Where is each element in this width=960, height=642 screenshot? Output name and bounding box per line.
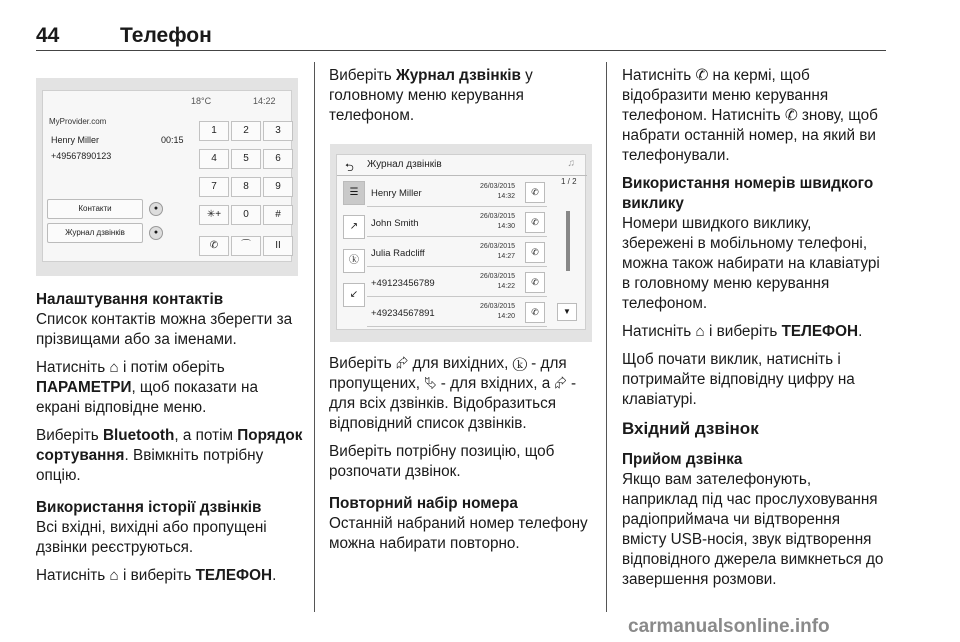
outgoing-calls-icon[interactable]: ↗ bbox=[343, 215, 365, 239]
column-1 bbox=[36, 290, 306, 594]
call-log-row[interactable] bbox=[367, 179, 547, 207]
watermark: carmanualsonline.info bbox=[628, 616, 830, 637]
column-divider bbox=[314, 62, 315, 612]
call-log-datetime: 26/03/2015 14:27 bbox=[479, 243, 515, 260]
hangup-icon[interactable]: ⌒ bbox=[231, 236, 261, 256]
missed-calls-icon[interactable]: ⓚ bbox=[343, 249, 365, 273]
keypad-key[interactable]: 5 bbox=[231, 149, 261, 169]
speaker-icon[interactable]: ● bbox=[149, 226, 163, 240]
call-log-name: Henry Miller bbox=[371, 188, 422, 199]
paragraph: Список контактів можна зберегти за прізвищами або за іменами. bbox=[36, 311, 293, 348]
mute-icon[interactable]: ● bbox=[149, 202, 163, 216]
keypad-key[interactable]: 0 bbox=[231, 205, 261, 225]
call-log-title: Журнал дзвінків bbox=[367, 159, 442, 170]
call-log-name: +49234567891 bbox=[371, 308, 435, 319]
page-indicator: 1 / 2 bbox=[561, 177, 577, 186]
home-icon: ⌂ bbox=[109, 567, 119, 584]
paragraph: Щоб почати виклик, натисніть і потримайте відповідну цифру на клавіатурі. bbox=[622, 351, 855, 408]
call-icon[interactable]: ✆ bbox=[525, 212, 545, 233]
keypad-key[interactable]: 7 bbox=[199, 177, 229, 197]
paragraph: Якщо вам зателефонують, наприклад під час прослуховування радіоприймача чи відтворення вмісту USB-носія, звук відтворення відповідного джерела вимкнеться до завершення розмови. bbox=[622, 471, 884, 588]
keypad-key[interactable]: 1 bbox=[199, 121, 229, 141]
paragraph: Виберіть ⮳ для вихідних, ⓚ - для пропущених, ⮱ - для вхідних, а ⮳ - для всіх дзвінків. Відобразиться відповідний список дзвінків. bbox=[329, 355, 577, 432]
call-log-datetime: 26/03/2015 14:20 bbox=[479, 303, 515, 320]
keypad-key[interactable]: # bbox=[263, 205, 293, 225]
scroll-down-icon[interactable]: ▼ bbox=[557, 303, 577, 321]
heading-contact-settings: Налаштування контактів bbox=[36, 291, 224, 308]
paragraph: Останній набраний номер телефону можна набирати повторно. bbox=[329, 515, 588, 552]
keypad-key[interactable]: 6 bbox=[263, 149, 293, 169]
call-log-row[interactable] bbox=[367, 299, 547, 327]
keypad-key[interactable]: 3 bbox=[263, 121, 293, 141]
scrollbar[interactable] bbox=[566, 211, 570, 271]
back-icon[interactable]: ⮌ bbox=[345, 162, 354, 174]
column-3 bbox=[622, 66, 886, 598]
temperature: 18°C bbox=[191, 96, 212, 106]
keypad-key[interactable]: 2 bbox=[231, 121, 261, 141]
keypad-key[interactable]: ✳+ bbox=[199, 205, 229, 225]
keypad-key[interactable]: 9 bbox=[263, 177, 293, 197]
heading-redial: Повторний набір номера bbox=[329, 495, 518, 512]
status-bar bbox=[43, 91, 293, 113]
call-icon[interactable]: ✆ bbox=[525, 272, 545, 293]
keypad-key[interactable]: 8 bbox=[231, 177, 261, 197]
call-log-row[interactable] bbox=[367, 209, 547, 237]
heading-incoming-call: Вхідний дзвінок bbox=[622, 419, 759, 438]
column-2-lower bbox=[329, 354, 599, 562]
call-log-datetime: 26/03/2015 14:22 bbox=[479, 273, 515, 290]
divider bbox=[337, 175, 587, 176]
paragraph: Номери швидкого виклику, збережені в мобільному телефоні, можна також набирати на клавіатурі в головному меню керування телефоном. bbox=[622, 215, 880, 312]
call-log-datetime: 26/03/2015 14:30 bbox=[479, 213, 515, 230]
keypad-key[interactable]: 4 bbox=[199, 149, 229, 169]
call-log-row[interactable] bbox=[367, 239, 547, 267]
header-divider bbox=[36, 50, 886, 51]
call-log-screenshot bbox=[330, 144, 592, 342]
all-calls-icon[interactable]: ☰ bbox=[343, 181, 365, 205]
pause-icon[interactable]: II bbox=[263, 236, 293, 256]
call-log-button[interactable]: Журнал дзвінків bbox=[47, 223, 143, 243]
paragraph: Натисніть ⌂ і потім оберіть ПАРАМЕТРИ, щоб показати на екрані відповідне меню. bbox=[36, 359, 258, 416]
paragraph: Натисніть ⌂ і виберіть ТЕЛЕФОН. bbox=[622, 323, 863, 340]
call-log-name: +49123456789 bbox=[371, 278, 435, 289]
incoming-calls-icon[interactable]: ↙ bbox=[343, 283, 365, 307]
page-title: Телефон bbox=[120, 24, 212, 47]
paragraph: Виберіть Bluetooth, а потім Порядок сортування. Ввімкніть потрібну опцію. bbox=[36, 427, 303, 484]
caller-name: Henry Miller bbox=[51, 135, 100, 145]
paragraph: Виберіть Журнал дзвінків у головному меню керування телефоном. bbox=[329, 67, 533, 124]
caller-number: +49567890123 bbox=[51, 151, 112, 161]
home-icon: ⌂ bbox=[109, 359, 119, 376]
call-icon[interactable]: ✆ bbox=[525, 242, 545, 263]
call-icon[interactable]: ✆ bbox=[199, 236, 229, 256]
paragraph: Виберіть потрібну позицію, щоб розпочати дзвінок. bbox=[329, 443, 555, 480]
paragraph: Всі вхідні, вихідні або пропущені дзвінки реєструються. bbox=[36, 519, 267, 556]
music-note-icon: ♫ bbox=[567, 158, 575, 169]
call-log-name: John Smith bbox=[371, 218, 419, 229]
heading-receive-call: Прийом дзвінка bbox=[622, 451, 743, 468]
paragraph: Натисніть ⌂ і виберіть ТЕЛЕФОН. bbox=[36, 567, 277, 584]
clock: 14:22 bbox=[253, 96, 276, 106]
contacts-button[interactable]: Контакти bbox=[47, 199, 143, 219]
paragraph: Натисніть ✆ на кермі, щоб відобразити меню керування телефоном. Натисніть ✆ знову, щоб набрати останній номер, на який ви телефонували. bbox=[622, 67, 878, 164]
column-divider bbox=[606, 62, 607, 612]
home-icon: ⌂ bbox=[695, 323, 705, 340]
call-icon[interactable]: ✆ bbox=[525, 182, 545, 203]
phone-keypad-screenshot bbox=[36, 78, 298, 276]
column-2 bbox=[329, 66, 599, 134]
call-icon[interactable]: ✆ bbox=[525, 302, 545, 323]
heading-call-history: Використання історії дзвінків bbox=[36, 499, 262, 516]
provider-label: MyProvider.com bbox=[49, 117, 107, 126]
call-log-name: Julia Radcliff bbox=[371, 248, 425, 259]
page-number: 44 bbox=[36, 24, 60, 47]
heading-speed-dial: Використання номерів швидкого виклику bbox=[622, 175, 874, 212]
call-duration: 00:15 bbox=[161, 135, 184, 145]
call-log-row[interactable] bbox=[367, 269, 547, 297]
call-log-datetime: 26/03/2015 14:32 bbox=[479, 183, 515, 200]
